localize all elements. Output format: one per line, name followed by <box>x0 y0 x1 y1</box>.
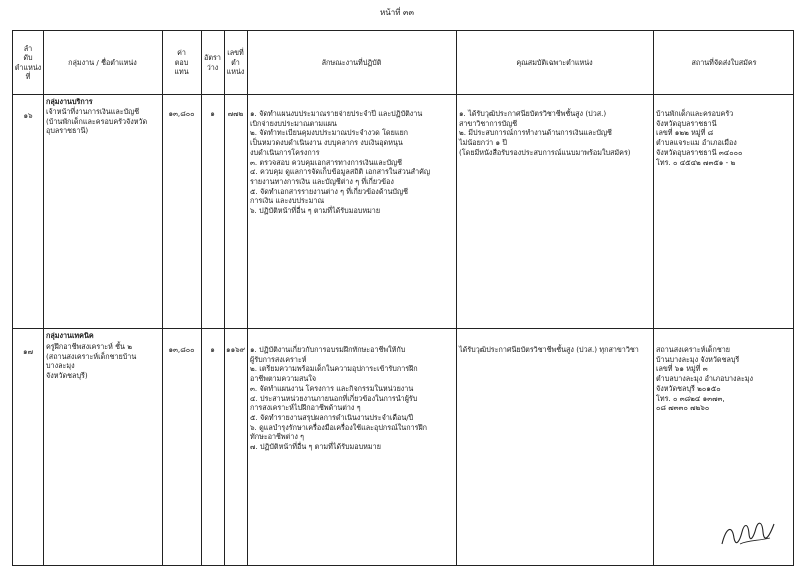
row-order: ๑๗ <box>23 347 33 356</box>
row-rate: ๑ <box>210 109 215 118</box>
row-rate: ๑ <box>210 345 215 354</box>
row-qualifications: ได้รับวุฒิประกาศนียบัตรวิชาชีพชั้นสูง (ปวส.) ทุกสาขาวิชา <box>459 345 639 354</box>
header-group: กลุ่มงาน / ชื่อตำแหน่ง <box>68 57 137 67</box>
row-application-place: สถานสงเคราะห์เด็กชาย บ้านบางละมุง จังหวัดชลบุรี เลขที่ ๖๑ หมู่ที่ ๓ ตำบลบางละมุง อำเภอบางละมุง จังหวัดชลบุรี ๒๐๑๕๐ โทร. ๐ ๓๘๒๔ ๑๓๗๓, ๐๘ ๗๓๓๐ ๗๒๖๐ <box>656 345 754 413</box>
row-position-number: ๗๗๒ <box>227 109 244 118</box>
row-application-place: บ้านพักเด็กและครอบครัว จังหวัดอุบลราชธานี เลขที่ ๑๒๒ หมู่ที่ ๘ ตำบลแจระแม อำเภอเมือง จังหวัดอุบลราชธานี ๓๔๐๐๐ โทร. ๐ ๔๕๔๒ ๗๓๕๑ - ๒ <box>656 109 743 167</box>
header-qualifications: คุณสมบัติเฉพาะตำแหน่ง <box>516 57 593 67</box>
row-pay: ๑๓,๘๐๐ <box>168 345 195 354</box>
row-duties: ๑. ปฏิบัติงานเกี่ยวกับการอบรมฝึกทักษะอาชีพให้กับ ผู้รับการสงเคราะห์ ๒. เตรียมความพร้อมเด็กในความอุปการะเข้ารับการฝึก อาชีพตามความสนใจ ๓. จัดทำแผนงาน โครงการ และกิจกรรมในหน่วยงาน ๔. ประสานหน่วยงานภายนอกที่เกี่ยวข้องในการนำผู้รับ การสงเคราะห์ไปฝึกอาชีพด้านต่าง ๆ ๕. จัดทำรายงานสรุปผลการดำเนินงานประจำเดือน/ปี ๖. ดูแลบำรุงรักษาเครื่องมือเครื่องใช้และอุปกรณ์ในการฝึก ทักษะอาชีพต่าง ๆ ๗. ปฏิบัติหน้าที่อื่น ๆ ตามที่ได้รับมอบหมาย <box>250 345 428 452</box>
page-number: หน้าที่ ๓๓ <box>380 8 414 17</box>
row-duties: ๑. จัดทำแผนงบประมาณรายจ่ายประจำปี และปฏิบัติงาน เบิกจ่ายงบประมาณตามแผน ๒. จัดทำทะเบียนคุมงบประมาณประจำงวด โดยแยก เป็นหมวดงบดำเนินงาน งบบุคลากร งบเงินอุดหนุน งบดำเนินการโครงการ ๓. ตรวจสอบ ควบคุมเอกสารทางการเงินและบัญชี ๔. ควบคุม ดูแลการจัดเก็บข้อมูลสถิติ เอกสารในส่วนสำคัญ รายงานทางการเงิน และบัญชีต่าง ๆ ที่เกี่ยวข้อง ๕. จัดทำเอกสารรายงานต่าง ๆ ที่เกี่ยวข้องด้านบัญชี การเงิน และงบประมาณ ๖. ปฏิบัติหน้าที่อื่น ๆ ตามที่ได้รับมอบหมาย <box>250 109 431 216</box>
header-position-number: เลขที่ ตำ แหน่ง <box>226 48 245 77</box>
row-qualifications: ๑. ได้รับวุฒิประกาศนียบัตรวิชาชีพชั้นสูง (ปวส.) สาขาวิชาการบัญชี ๒. มีประสบการณ์การทำงานด้านการเงินและบัญชี ไม่น้อยกว่า ๑ ปี (โดยมีหนังสือรับรองประสบการณ์แนบมาพร้อมใบสมัคร) <box>459 109 631 157</box>
row-group: กลุ่มงานเทคนิค <box>46 331 94 340</box>
positions-table <box>12 30 794 566</box>
signature <box>718 514 778 552</box>
header-duties: ลักษณะงานที่ปฏิบัติ <box>321 57 382 67</box>
row-group: กลุ่มงานบริการ <box>46 97 93 106</box>
header-order: ลำ ดับ ตำแหน่ง ที่ <box>14 43 42 81</box>
row-pay: ๑๓,๘๐๐ <box>168 109 195 118</box>
header-pay: ค่า ตอบ แทน <box>174 48 189 77</box>
row-position-number: ๑๑๖๙ <box>226 345 245 354</box>
row-position-title: ครูฝึกอาชีพสงเคราะห์ ชั้น ๒ (สถานสงเคราะห์เด็กชายบ้านบางละมุง จังหวัดชลบุรี) <box>46 342 137 381</box>
header-application-place: สถานที่จัดส่งใบสมัคร <box>691 57 757 67</box>
row-order: ๑๖ <box>23 111 33 120</box>
header-rate: อัตรา ว่าง <box>204 53 221 72</box>
row-position-title: เจ้าหน้าที่งานการเงินและบัญชี (บ้านพักเด็กและครอบครัวจังหวัดอุบลราชธานี) <box>46 107 148 136</box>
